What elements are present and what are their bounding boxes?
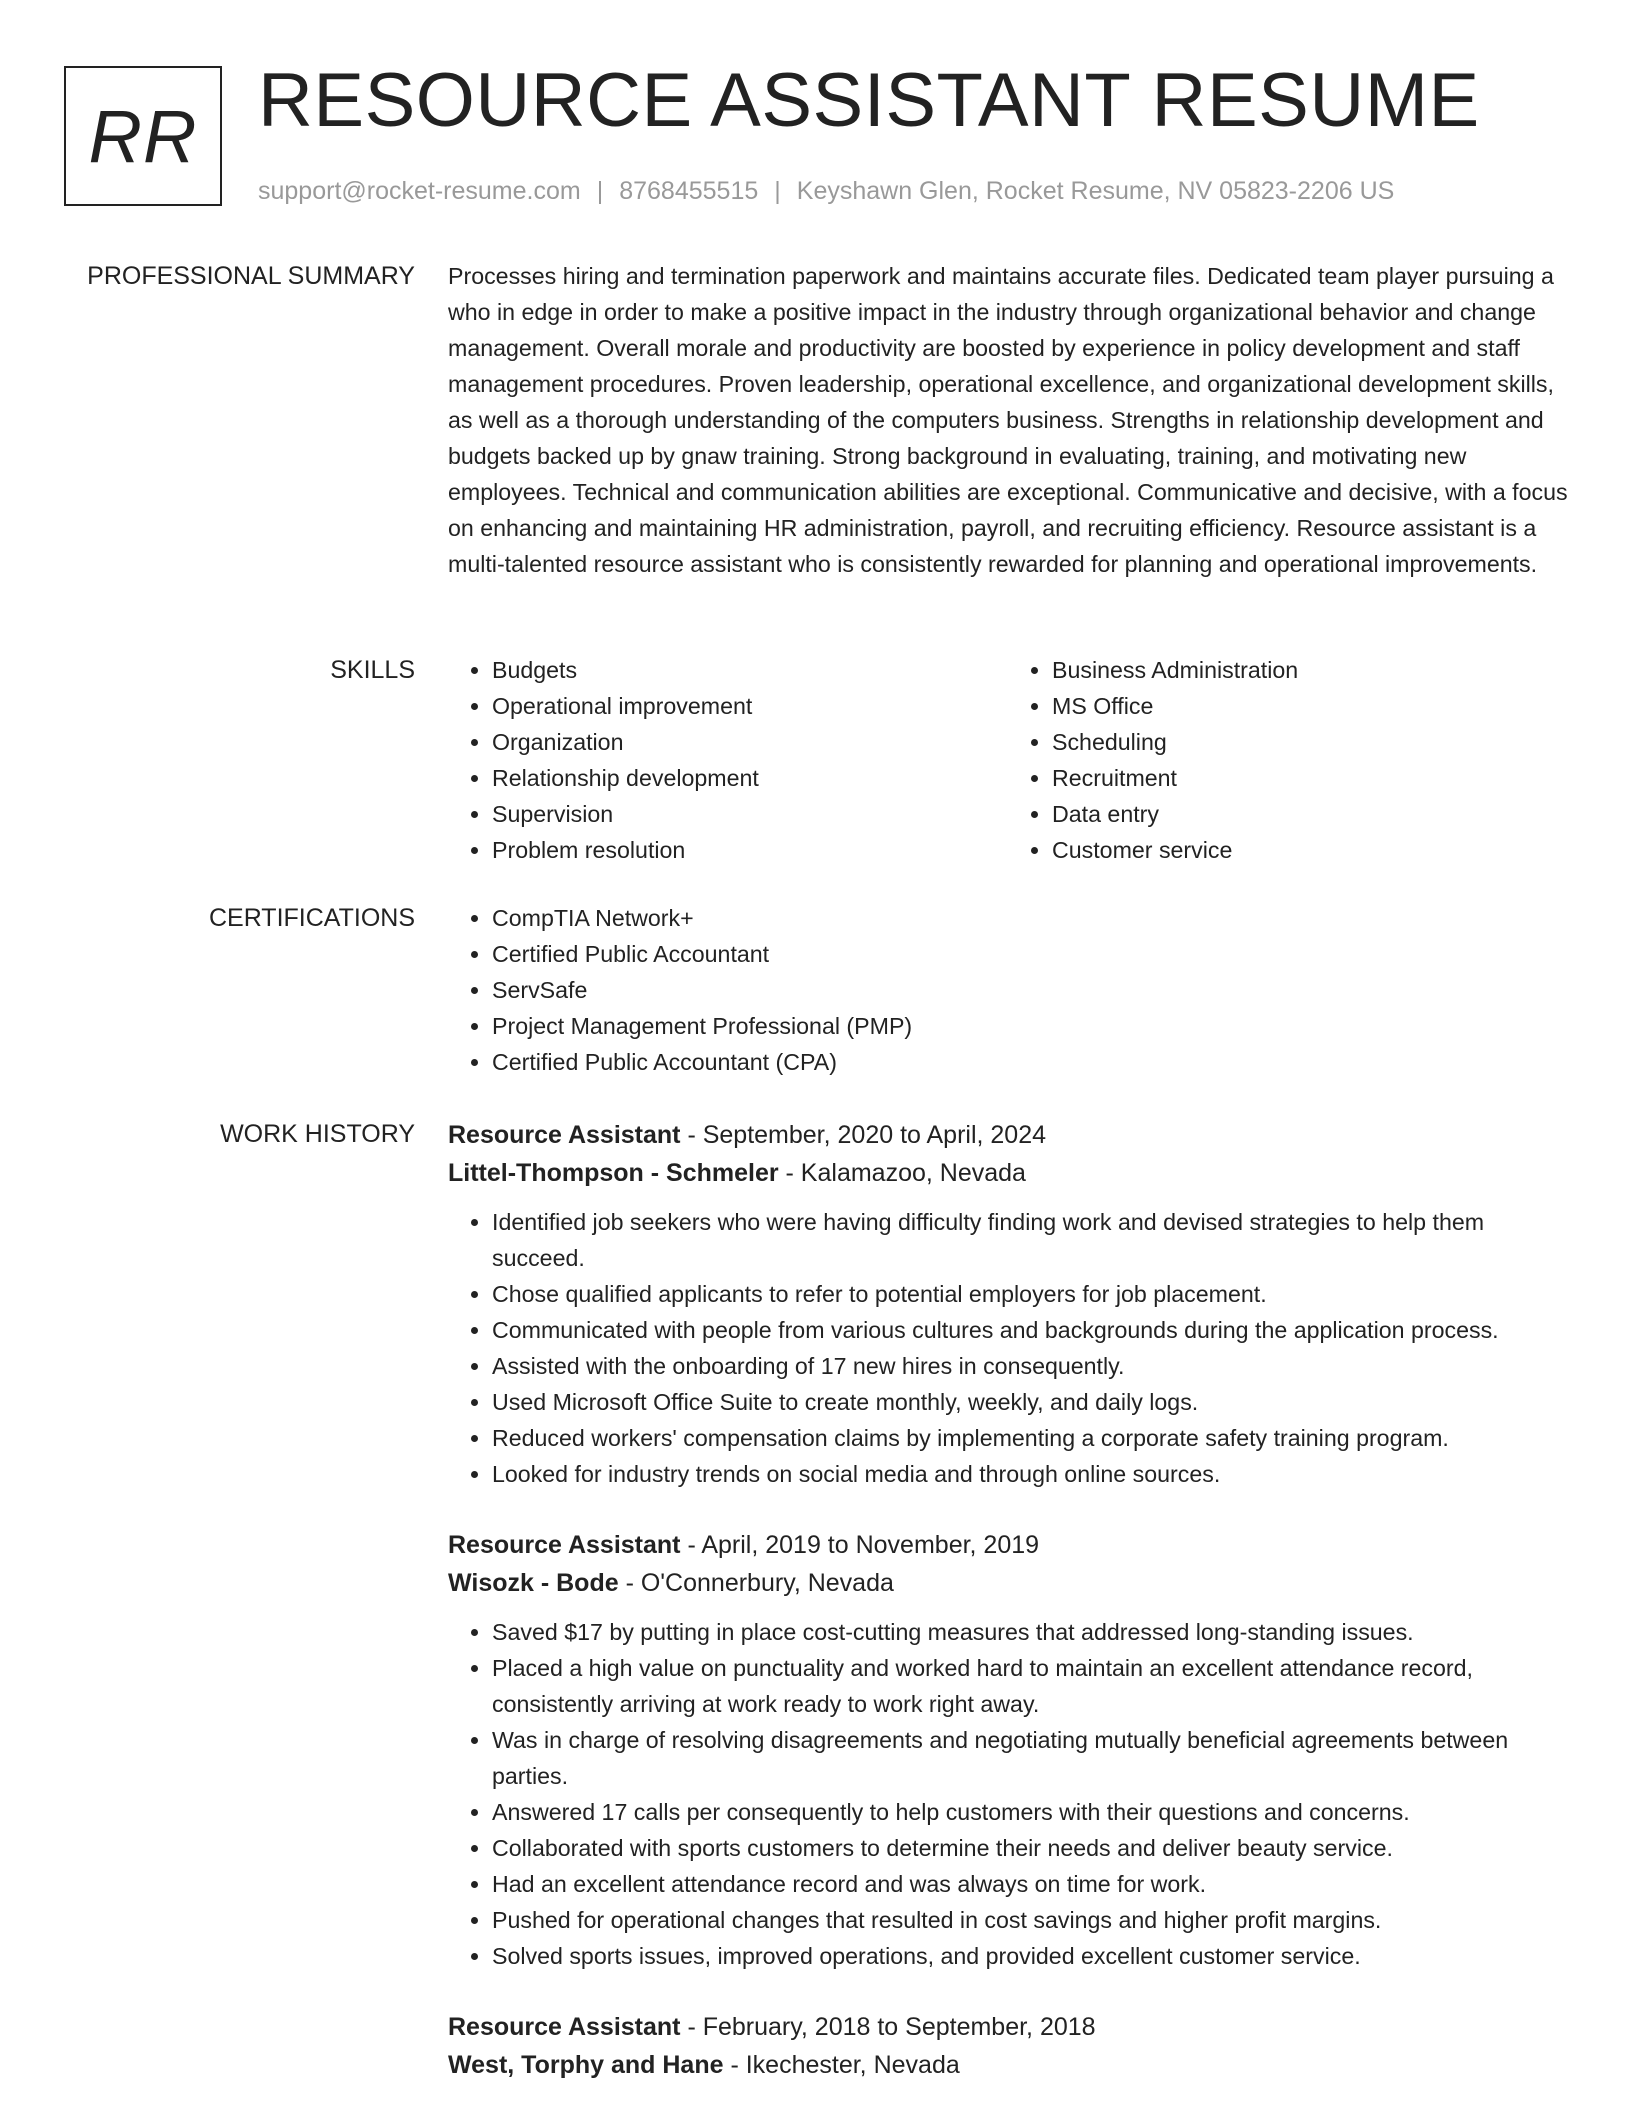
job-title-line xyxy=(448,2008,1568,2046)
list-item: • Was in charge of resolving disagreements and negotiating mutually beneficial agreements between parties. xyxy=(492,1722,1568,1794)
summary-text: Processes hiring and termination paperwork and maintains accurate files. Dedicated team player pursuing a who in edge in order to make a positive impact in the industry through organizational behavior and change management. Overall morale and productivity are boosted by experience in policy development and staff management procedures. Proven leadership, operational excellence, and organizational development skills, as well as a thorough understanding of the computers business. Strengths in relationship development and budgets backed up by gnaw training. Strong background in evaluating, training, and motivating new employees. Technical and communication abilities are exceptional. Communicative and decisive, with a focus on enhancing and maintaining HR administration, payroll, and recruiting efficiency. Resource assistant is a multi-talented resource assistant who is consistently rewarded for planning and operational improvements. xyxy=(448,263,1568,577)
contact-separator: | xyxy=(774,177,781,205)
job-employer: West, Torphy and Hane xyxy=(448,2051,724,2079)
job-dates: - September, 2020 to April, 2024 xyxy=(680,1121,1047,1149)
list-item: • Collaborated with sports customers to determine their needs and deliver beauty service. xyxy=(492,1830,1568,1866)
list-item: • Customer service xyxy=(1052,832,1568,868)
list-item: • Relationship development xyxy=(492,760,1008,796)
contact-separator: | xyxy=(596,177,604,205)
list-item: • Project Management Professional (PMP) xyxy=(492,1008,1568,1044)
list-item: • Communicated with people from various cultures and backgrounds during the application process. xyxy=(492,1312,1568,1348)
job-location: - O'Connerbury, Nevada xyxy=(618,1569,894,1597)
list-item: • Reduced workers' compensation claims by implementing a corporate safety training program. xyxy=(492,1420,1568,1456)
list-item: • Chose qualified applicants to refer to potential employers for job placement. xyxy=(492,1276,1568,1312)
skills-columns xyxy=(448,652,1568,868)
job-location: - Ikechester, Nevada xyxy=(723,2051,960,2079)
list-item: • Used Microsoft Office Suite to create monthly, weekly, and daily logs. xyxy=(492,1384,1568,1420)
work-history-body xyxy=(448,1116,1568,2118)
list-item: • Scheduling xyxy=(1052,724,1568,760)
job-title-line xyxy=(448,1116,1568,1154)
skills-list-left xyxy=(448,652,1008,868)
list-item: • Certified Public Accountant (CPA) xyxy=(492,1044,1568,1080)
list-item: • Had an excellent attendance record and was always on time for work. xyxy=(492,1866,1568,1902)
monogram-logo: RR xyxy=(64,66,222,206)
skills-heading: SKILLS xyxy=(330,656,415,684)
job-employer-line xyxy=(448,1564,1568,1602)
job-title: Resource Assistant xyxy=(448,1121,681,1149)
job-bullets xyxy=(448,1614,1568,1974)
list-item: • Certified Public Accountant xyxy=(492,936,1568,972)
page-title: RESOURCE ASSISTANT RESUME xyxy=(258,58,1480,143)
list-item: • MS Office xyxy=(1052,688,1568,724)
list-item: • Assisted with the onboarding of 17 new hires in consequently. xyxy=(492,1348,1568,1384)
list-item: • Supervision xyxy=(492,796,1008,832)
list-item: • Saved $17 by putting in place cost-cutting measures that addressed long-standing issues. xyxy=(492,1614,1568,1650)
list-item: • Placed a high value on punctuality and worked hard to maintain an excellent attendance record, consistently arriving at work ready to work right away. xyxy=(492,1650,1568,1722)
certifications-heading: CERTIFICATIONS xyxy=(208,904,415,932)
job-entry xyxy=(448,2008,1568,2084)
job-location: - Kalamazoo, Nevada xyxy=(778,1159,1026,1187)
contact-address: Keyshawn Glen, Rocket Resume, NV 05823-2206 US xyxy=(796,177,1395,205)
job-entry xyxy=(448,1526,1568,1974)
list-item: • Looked for industry trends on social media and through online sources. xyxy=(492,1456,1568,1492)
list-item: • Business Administration xyxy=(1052,652,1568,688)
list-item: • Answered 17 calls per consequently to help customers with their questions and concerns. xyxy=(492,1794,1568,1830)
job-bullets xyxy=(448,1204,1568,1492)
job-title: Resource Assistant xyxy=(448,1531,681,1559)
contact-phone: 8768455515 xyxy=(619,177,759,205)
list-item: • Organization xyxy=(492,724,1008,760)
job-dates: - February, 2018 to September, 2018 xyxy=(680,2013,1096,2041)
certifications-list xyxy=(448,900,1568,1080)
list-item: • Problem resolution xyxy=(492,832,1008,868)
list-item: • Solved sports issues, improved operations, and provided excellent customer service. xyxy=(492,1938,1568,1974)
summary-body xyxy=(448,258,1568,582)
list-item: • Identified job seekers who were having difficulty finding work and devised strategies to help them succeed. xyxy=(492,1204,1568,1276)
list-item: • Pushed for operational changes that resulted in cost savings and higher profit margins. xyxy=(492,1902,1568,1938)
contact-email: support@rocket-resume.com xyxy=(258,177,581,205)
skills-list-right xyxy=(1008,652,1568,868)
list-item: • Data entry xyxy=(1052,796,1568,832)
job-employer: Littel-Thompson - Schmeler xyxy=(448,1159,779,1187)
job-title: Resource Assistant xyxy=(448,2013,681,2041)
summary-heading: PROFESSIONAL SUMMARY xyxy=(87,262,415,290)
certifications-body xyxy=(448,900,1568,1080)
job-employer-line xyxy=(448,1154,1568,1192)
list-item: • ServSafe xyxy=(492,972,1568,1008)
list-item: • Budgets xyxy=(492,652,1008,688)
list-item: • CompTIA Network+ xyxy=(492,900,1568,936)
job-entry xyxy=(448,1116,1568,1492)
list-item: • Recruitment xyxy=(1052,760,1568,796)
job-dates: - April, 2019 to November, 2019 xyxy=(680,1531,1040,1559)
work-history-heading: WORK HISTORY xyxy=(220,1120,415,1148)
job-title-line xyxy=(448,1526,1568,1564)
job-employer-line xyxy=(448,2046,1568,2084)
job-employer: Wisozk - Bode xyxy=(448,1569,619,1597)
contact-line xyxy=(258,174,1394,208)
list-item: • Operational improvement xyxy=(492,688,1008,724)
